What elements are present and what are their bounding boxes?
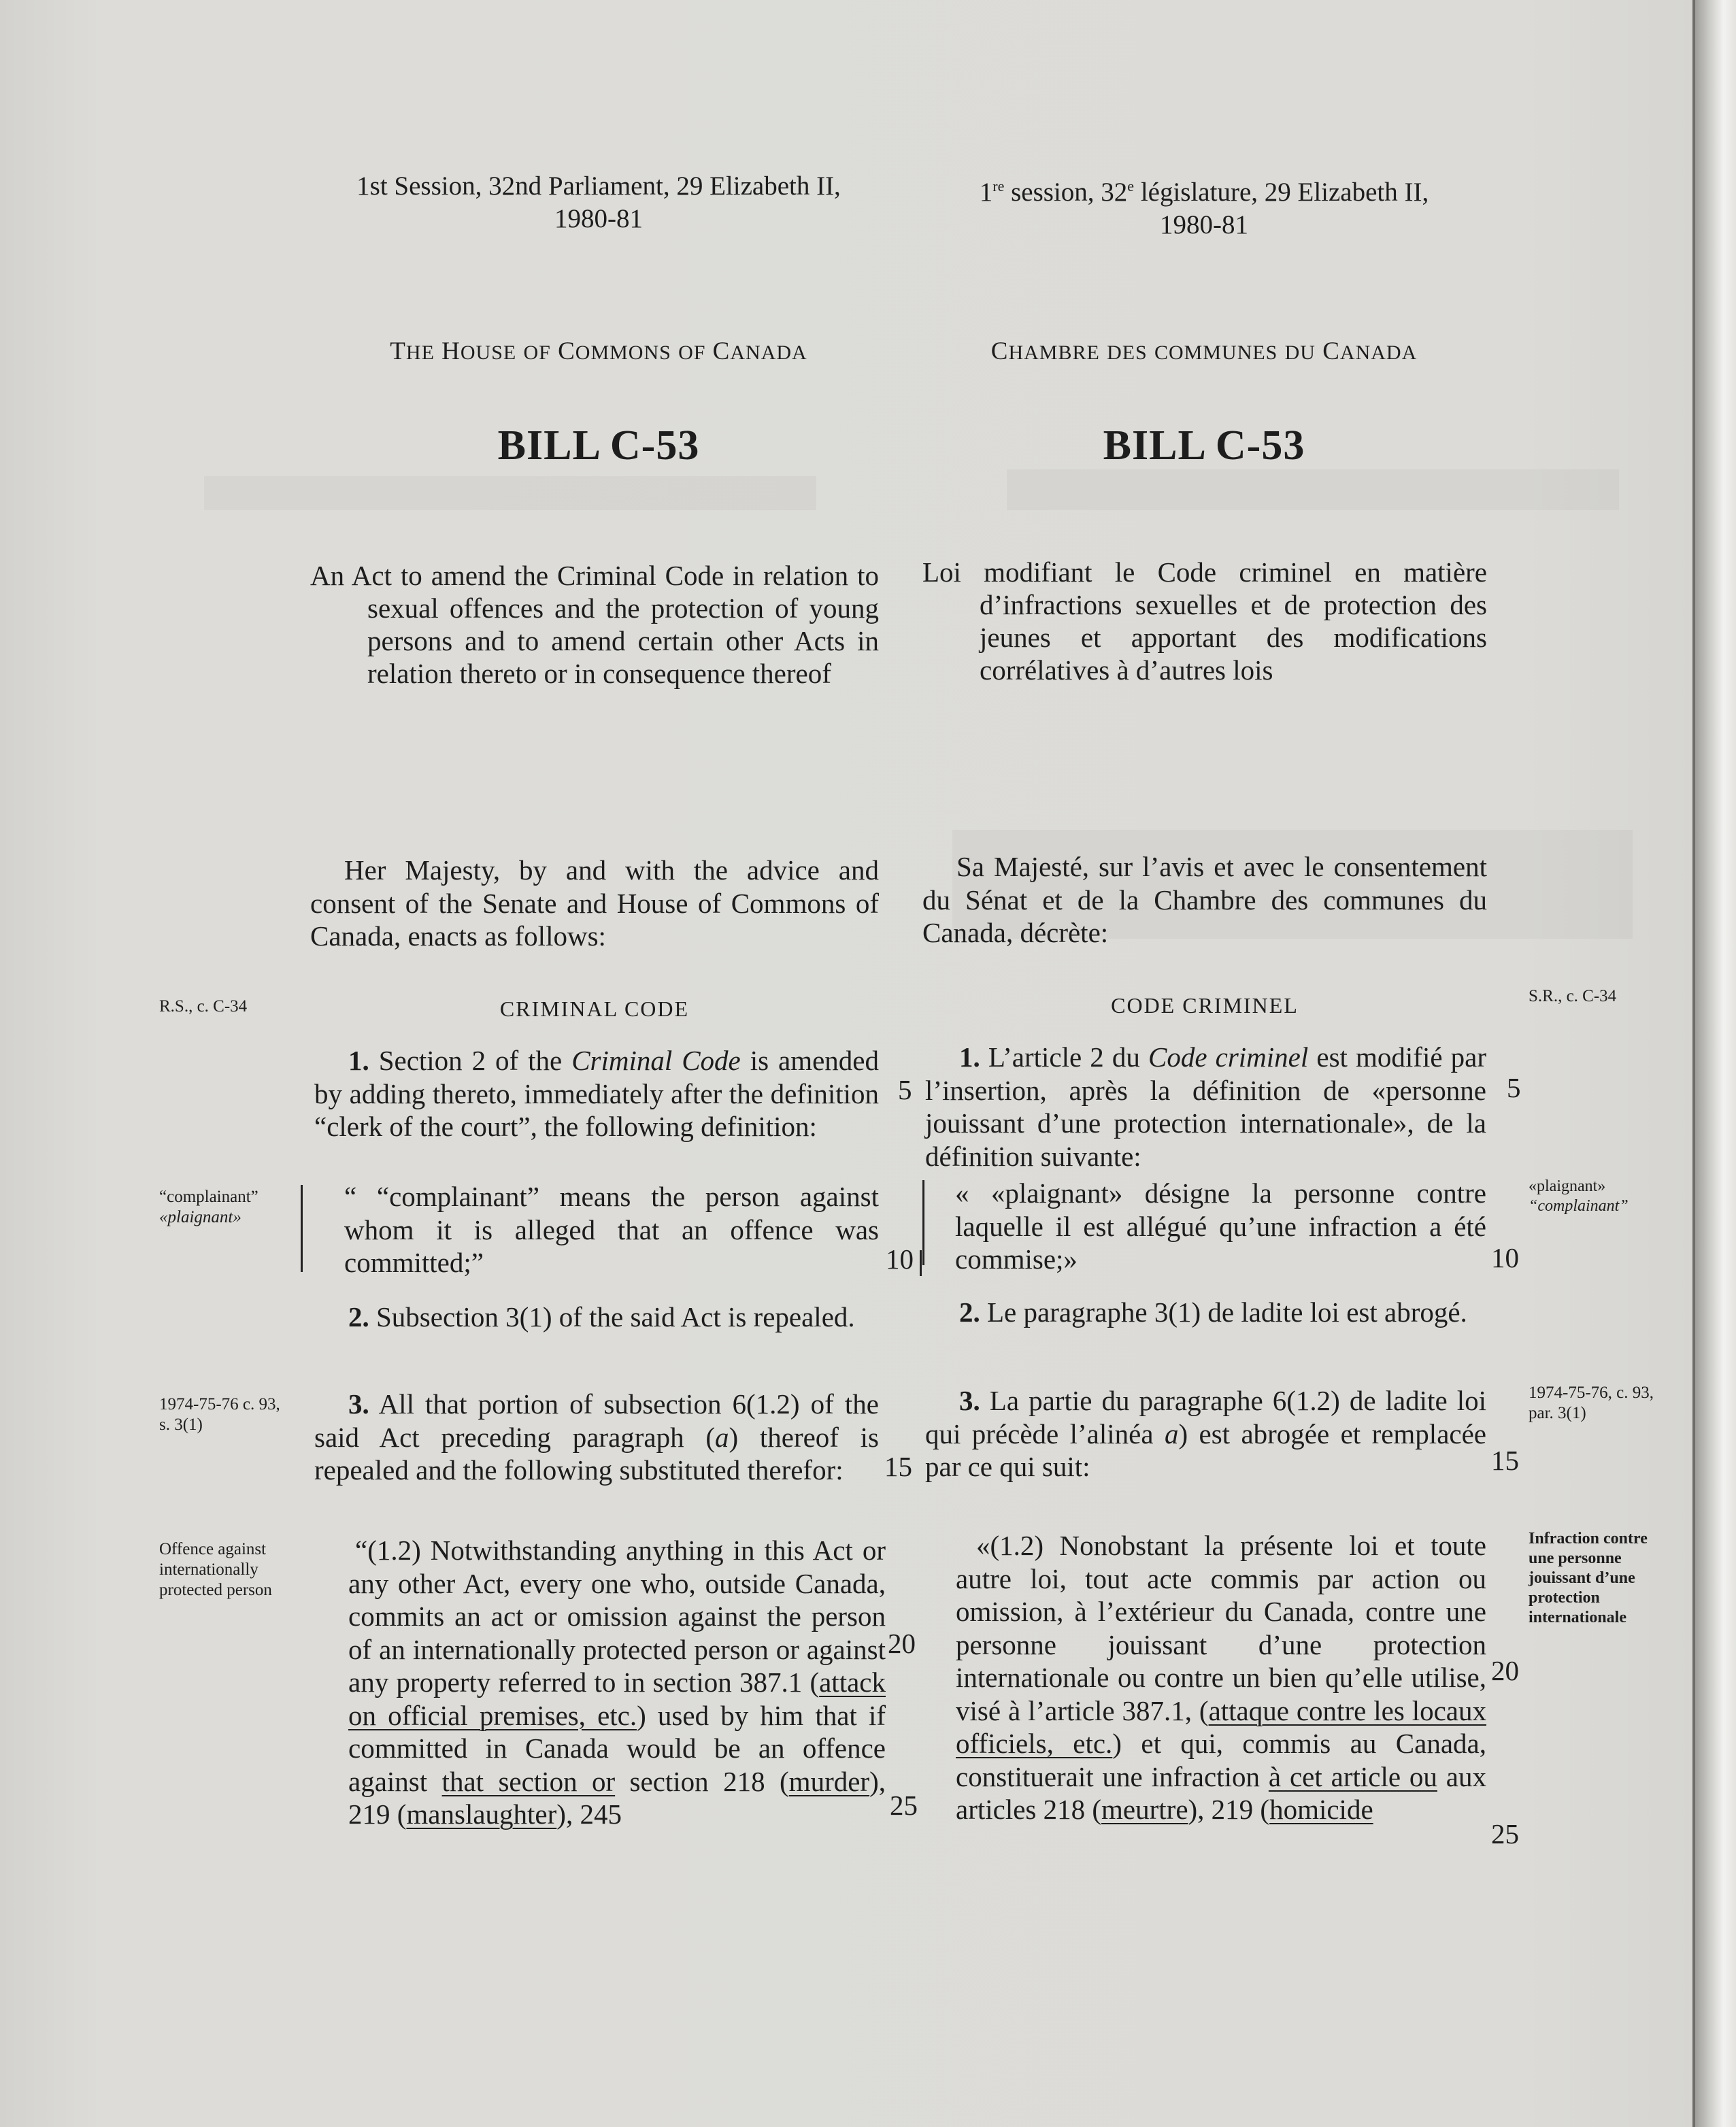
bill-number-en: BILL C-53	[497, 422, 700, 469]
underlined-text: meurtre	[1101, 1794, 1188, 1825]
section-3-fr	[925, 1384, 1486, 1484]
line-number-5-en: 5	[898, 1074, 912, 1105]
margin-plaignant-fr: «plaignant»	[1529, 1177, 1606, 1195]
underlined-text: that section or	[441, 1765, 616, 1797]
superscript-re: re	[992, 178, 1005, 195]
text: Subsection 3(1) of the said Act is repealed.	[369, 1301, 855, 1333]
line-number-25-en: 25	[890, 1790, 918, 1821]
text: La partie du paragraphe 6(1.2) de ladite loi qui précède l’alinéa	[925, 1385, 1486, 1450]
session-header-en	[299, 170, 898, 235]
years-en: 1980-81	[554, 204, 643, 233]
binding-edge	[1692, 0, 1695, 2127]
line-number-15-fr: 15	[1491, 1445, 1519, 1476]
margin-note-complainant	[159, 1187, 295, 1228]
text: L’article 2 du	[980, 1041, 1148, 1073]
margin-note-infraction: Infraction contre une personne jouissant d’une protection internationale	[1529, 1530, 1648, 1626]
line-number-5-fr: 5	[1507, 1072, 1521, 1103]
paragraph-letter: a	[1164, 1418, 1179, 1450]
margin-note-sr: S.R., c. C-34	[1529, 987, 1617, 1005]
text: ) est abrogée et remplacée par ce qui suit:	[925, 1418, 1486, 1482]
underlined-text: à cet article ou	[1268, 1760, 1437, 1792]
house-fr-text: CHAMBRE DES COMMUNES DU CANADA	[990, 337, 1418, 365]
definition-text: « «plaignant» désigne la personne contre laquelle il est allégué qu’une infraction a été commise;»	[955, 1177, 1486, 1275]
section-number: 2.	[348, 1301, 369, 1333]
session-header-fr	[905, 170, 1503, 241]
house-title-en	[299, 337, 898, 366]
house-en-text: THE HOUSE OF COMMONS OF CANADA	[390, 337, 807, 365]
paragraph-letter: a	[715, 1421, 729, 1453]
line-number-20-fr: 20	[1491, 1655, 1519, 1686]
act-name: Criminal Code	[571, 1045, 741, 1076]
text: All that portion of subsection 6(1.2) of the said Act preceding paragraph (	[314, 1388, 879, 1453]
margin-note-1974: 1974-75-76 c. 93, s. 3(1)	[159, 1395, 280, 1434]
subsection-1-2-fr	[956, 1529, 1486, 1826]
amendment-bar	[301, 1185, 303, 1272]
section-1-en	[314, 1044, 879, 1143]
bleed-through-shadow	[1007, 469, 1619, 510]
section-2-fr	[925, 1296, 1486, 1329]
section-number: 3.	[348, 1388, 369, 1420]
line-number-25-fr: 25	[1491, 1818, 1519, 1849]
text: “(1.2) Notwithstanding anything in this Act or any other Act, every one who, outside Canada, commits an act or omission against the person of an internationally protected person or against any property referred to in section 387.1 (	[348, 1535, 886, 1698]
definition-plaignant-fr	[925, 1177, 1486, 1276]
section-number: 2.	[959, 1296, 980, 1328]
binding-gutter	[1694, 0, 1736, 2127]
bill-number-fr: BILL C-53	[1103, 422, 1305, 469]
text: est modifié par l’insertion, après la définition de «personne jouissant d’une protection internationale», de la définition suivante:	[925, 1041, 1486, 1172]
underlined-text: attack on official premises, etc.	[348, 1667, 886, 1731]
line-marker-bar	[920, 1250, 922, 1276]
subsection-1-2-en	[348, 1534, 886, 1831]
text: is amended by adding thereto, immediately after the definition “clerk of the court”, the following definition:	[314, 1045, 879, 1142]
line-number-10-en: 10	[886, 1243, 914, 1275]
amendment-bar	[922, 1180, 924, 1265]
section-number: 1.	[348, 1045, 369, 1076]
definition-text: “ “complainant” means the person against whom it is alleged that an offence was committed;”	[344, 1181, 879, 1278]
text: ), 245	[556, 1798, 622, 1830]
section-3-en	[314, 1388, 879, 1487]
text: section 218 (	[615, 1765, 789, 1797]
text: Le paragraphe 3(1) de ladite loi est abrogé.	[980, 1296, 1467, 1328]
margin-note-1974-fr: 1974-75-76, c. 93, par. 3(1)	[1529, 1384, 1654, 1422]
text: ), 219 (	[1188, 1794, 1270, 1825]
section-number: 1.	[959, 1041, 980, 1073]
session-mid-fr: session, 32	[1004, 178, 1128, 207]
underlined-text: attaque contre les locaux officiels, etc.	[956, 1694, 1486, 1759]
heading-criminal-code: CRIMINAL CODE	[499, 996, 690, 1021]
text: «(1.2) Nonobstant la présente loi et toute autre loi, tout acte commis par action ou omission, à l’extérieur du Canada, contre une personne jouissant d’une protection internationale ou contre un bien qu’elle utilise, visé à l’article 387.1, (	[956, 1530, 1486, 1726]
years-fr: 1980-81	[1160, 210, 1248, 239]
long-title-en: An Act to amend the Criminal Code in relation to sexual offences and the protection of young persons and to amend certain other Acts in relation thereto or in consequence thereof	[310, 560, 879, 689]
superscript-e: e	[1127, 178, 1135, 195]
session-line-en: 1st Session, 32nd Parliament, 29 Elizabeth II,	[356, 171, 841, 201]
session-end-fr: législature, 29 Elizabeth II,	[1134, 178, 1429, 207]
margin-complainant-en: “complainant”	[159, 1188, 258, 1206]
margin-note-offence: Offence against internationally protected person	[159, 1540, 272, 1599]
text: ) et qui, commis au Canada, constituerait une infraction	[956, 1728, 1486, 1792]
section-1-fr	[925, 1041, 1486, 1173]
section-number: 3.	[959, 1385, 980, 1416]
line-number-20-en: 20	[888, 1628, 916, 1659]
enacting-clause-fr: Sa Majesté, sur l’avis et avec le consentement du Sénat et de la Chambre des communes du Canada, décrète:	[922, 851, 1487, 948]
margin-note-plaignant	[1529, 1177, 1678, 1216]
enacting-clause-en: Her Majesty, by and with the advice and consent of the Senate and House of Commons of Canada, enacts as follows:	[310, 854, 879, 952]
margin-complainant-fr: «plaignant»	[159, 1208, 241, 1226]
bleed-through-shadow	[204, 476, 816, 510]
margin-note-rs: R.S., c. C-34	[159, 997, 248, 1016]
text: ), 219 (	[348, 1765, 886, 1830]
text: aux articles 218 (	[956, 1760, 1486, 1825]
underlined-text: murder	[788, 1765, 870, 1797]
margin-plaignant-en: “complainant”	[1529, 1197, 1629, 1215]
house-title-fr	[905, 337, 1503, 366]
line-number-15-en: 15	[884, 1451, 912, 1482]
act-name: Code criminel	[1148, 1041, 1309, 1073]
definition-complainant-en	[314, 1180, 879, 1279]
session-ordinal-fr: 1	[979, 178, 993, 207]
text: Section 2 of the	[369, 1045, 572, 1076]
line-number-10-fr: 10	[1491, 1242, 1519, 1273]
underlined-text: manslaughter	[406, 1798, 557, 1830]
section-2-en	[314, 1301, 879, 1334]
text: ) thereof is repealed and the following substituted therefor:	[314, 1421, 880, 1486]
long-title-fr: Loi modifiant le Code criminel en matière d’infractions sexuelles et de protection des jeunes et apportant des modifications corrélatives à d’autres lois	[922, 556, 1487, 686]
underlined-text: homicide	[1269, 1794, 1373, 1825]
text: ) used by him that if committed in Canada would be an offence against	[348, 1699, 886, 1797]
heading-code-criminel: CODE CRIMINEL	[1111, 993, 1299, 1018]
